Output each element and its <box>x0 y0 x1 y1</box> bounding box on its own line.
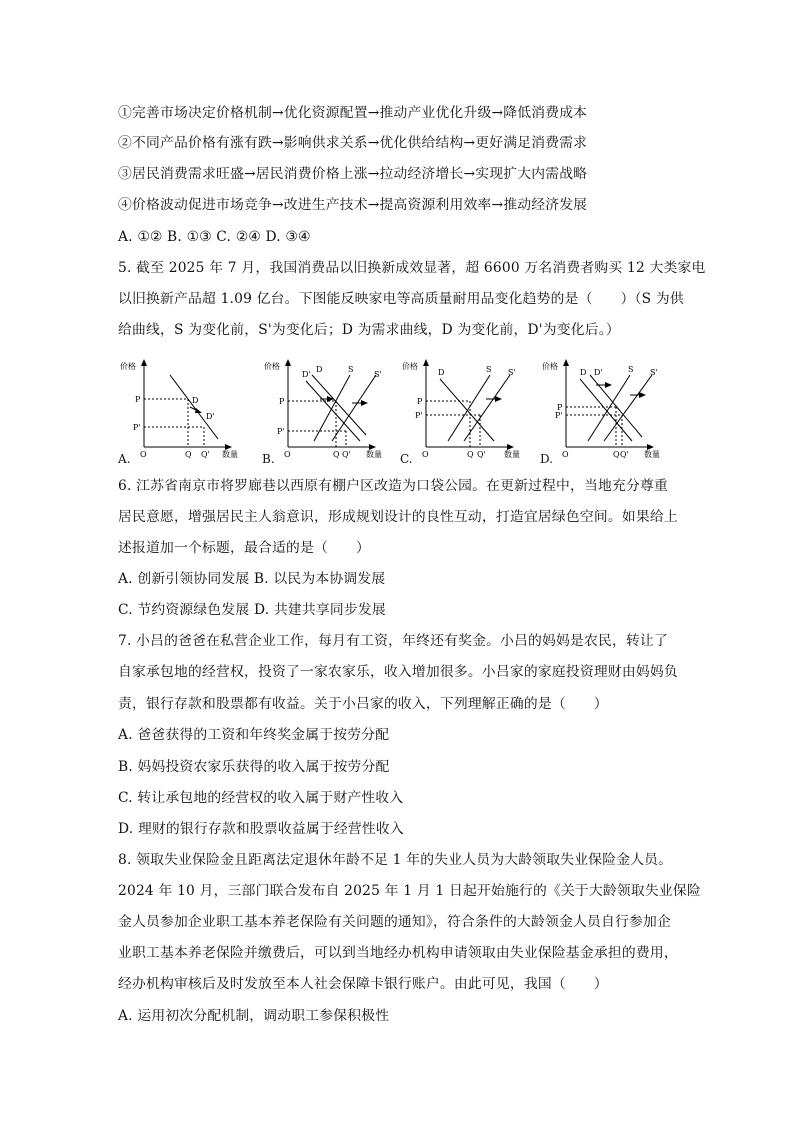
q-label: Q <box>467 450 474 459</box>
question-6-line-2: 居民意愿，增强居民主人翁意识，形成规划设计的良性互动，打造宜居绿色空间。如果给上 <box>118 509 678 525</box>
p2-label: P' <box>555 411 563 420</box>
option-line-4: ④价格波动促进市场竞争→改进生产技术→提高资源利用效率→推动经济发展 <box>118 197 588 213</box>
d-label: D <box>316 365 323 374</box>
origin-label: O <box>284 450 291 459</box>
question-6-choice-cd: C. 节约资源绿色发展 D. 共建共享同步发展 <box>118 602 386 618</box>
axis-price-label: 价格 <box>542 362 558 371</box>
question-6-choice-ab: A. 创新引领协同发展 B. 以民为本协调发展 <box>118 571 386 587</box>
origin-label: O <box>422 450 429 459</box>
s2-label: S' <box>508 368 516 377</box>
graph-d-option-label: D. <box>540 452 554 466</box>
axis-qty-label: 数量 <box>366 450 382 459</box>
question-7-line-1: 7. 小吕的爸爸在私营企业工作，每月有工资，年终还有奖金。小吕的妈妈是农民，转让了 <box>118 633 669 649</box>
d-label: D <box>192 396 199 405</box>
p-label: P <box>279 397 285 406</box>
axis-qty-label: 数量 <box>504 450 520 459</box>
question-8-line-5: 经办机构审核后及时发放至本人社会保障卡银行账户。由此可见，我国（ ） <box>118 976 608 992</box>
question-8-line-2: 2024 年 10 月，三部门联合发布自 2025 年 1 月 1 日起开始施行的《关于大龄领取失业保险 <box>118 883 701 899</box>
p-label: P <box>417 397 423 406</box>
axis-qty-label: 数量 <box>644 450 660 459</box>
question-7-choice-a: A. 爸爸获得的工资和年终奖金属于按劳分配 <box>118 727 390 743</box>
q-label: Q <box>613 450 620 459</box>
axis-price-label: 价格 <box>264 362 280 371</box>
question-5-line-3: 给曲线，S 为变化前，S'为变化后；D 为需求曲线，D 为变化前，D'为变化后。） <box>118 322 620 338</box>
p-label: P <box>557 403 563 412</box>
p2-label: P' <box>277 427 285 436</box>
question-5-line-2: 以旧换新产品超 1.09 亿台。下图能反映家电等高质量耐用品变化趋势的是（ ）（S 为供 <box>118 291 684 307</box>
q2-label: Q' <box>201 450 210 459</box>
d-label: D' <box>302 370 311 379</box>
q2-label: Q' <box>477 450 486 459</box>
s2-label: S' <box>374 370 382 379</box>
graph-c <box>400 355 530 465</box>
question-8-choice-a: A. 运用初次分配机制，调动职工参保积极性 <box>118 1008 390 1024</box>
p2-label: P' <box>133 423 141 432</box>
graph-c-option-label: C. <box>400 452 413 466</box>
graph-b <box>262 355 392 465</box>
option-line-2: ②不同产品价格有涨有跌→影响供求关系→优化供给结构→更好满足消费需求 <box>118 135 588 151</box>
q-label: Q <box>333 450 340 459</box>
axis-qty-label: 数量 <box>222 450 238 459</box>
s-label: S <box>486 365 492 374</box>
d2-label: D' <box>206 412 215 421</box>
p2-label: P' <box>415 411 423 420</box>
origin-label: O <box>140 450 147 459</box>
q2-label: Q' <box>620 450 629 459</box>
axis-price-label: 价格 <box>402 362 418 371</box>
question-7-choice-b: B. 妈妈投资农家乐获得的收入属于按劳分配 <box>118 759 390 775</box>
question-7-choice-d: D. 理财的银行存款和股票收益属于经营性收入 <box>118 821 404 837</box>
question-6-line-1: 6. 江苏省南京市将罗廊巷以西原有棚户区改造为口袋公园。在更新过程中，当地充分尊重 <box>118 478 669 494</box>
question-7-line-2: 自家承包地的经营权，投资了一家农家乐，收入增加很多。小吕家的家庭投资理财由妈妈负 <box>118 664 678 680</box>
question-8-line-4: 业职工基本养老保险并缴费后，可以到当地经办机构申请领取由失业保险基金承担的费用， <box>118 945 678 961</box>
answer-choices-q4: A. ①② B. ①③ C. ②④ D. ③④ <box>118 229 311 245</box>
graph-a-option-label: A. <box>118 452 131 466</box>
question-7-choice-c: C. 转让承包地的经营权的收入属于财产性收入 <box>118 790 404 806</box>
option-line-3: ③居民消费需求旺盛→居民消费价格上涨→拉动经济增长→实现扩大内需战略 <box>118 166 588 182</box>
graph-a <box>118 355 248 465</box>
question-7-line-3: 责，银行存款和股票都有收益。关于小吕家的收入，下列理解正确的是（ ） <box>118 696 608 712</box>
q2-label: Q' <box>342 450 351 459</box>
graph-d <box>540 355 670 465</box>
question-8-line-3: 金人员参加企业职工基本养老保险有关问题的通知》，符合条件的大龄领金人员自行参加企 <box>118 914 671 930</box>
s-label: S <box>348 365 354 374</box>
q-label: Q <box>185 450 192 459</box>
d2-label: D' <box>594 368 603 377</box>
origin-label: O <box>562 450 569 459</box>
s-label: S <box>628 365 634 374</box>
d-label: D <box>438 368 445 377</box>
graph-b-option-label: B. <box>262 452 275 466</box>
s2-label: S' <box>650 368 658 377</box>
option-line-1: ①完善市场决定价格机制→优化资源配置→推动产业优化升级→降低消费成本 <box>118 105 588 121</box>
axis-price-label: 价格 <box>120 362 136 371</box>
question-8-line-1: 8. 领取失业保险金且距离法定退休年龄不足 1 年的失业人员为大龄领取失业保险金人员。 <box>118 852 673 868</box>
p-label: P <box>135 395 141 404</box>
d-label: D <box>580 368 587 377</box>
question-6-line-3: 述报道加一个标题，最合适的是（ ） <box>118 540 370 556</box>
question-5-line-1: 5. 截至 2025 年 7 月，我国消费品以旧换新成效显著，超 6600 万名消费者购买 12 大类家电 <box>118 260 706 276</box>
